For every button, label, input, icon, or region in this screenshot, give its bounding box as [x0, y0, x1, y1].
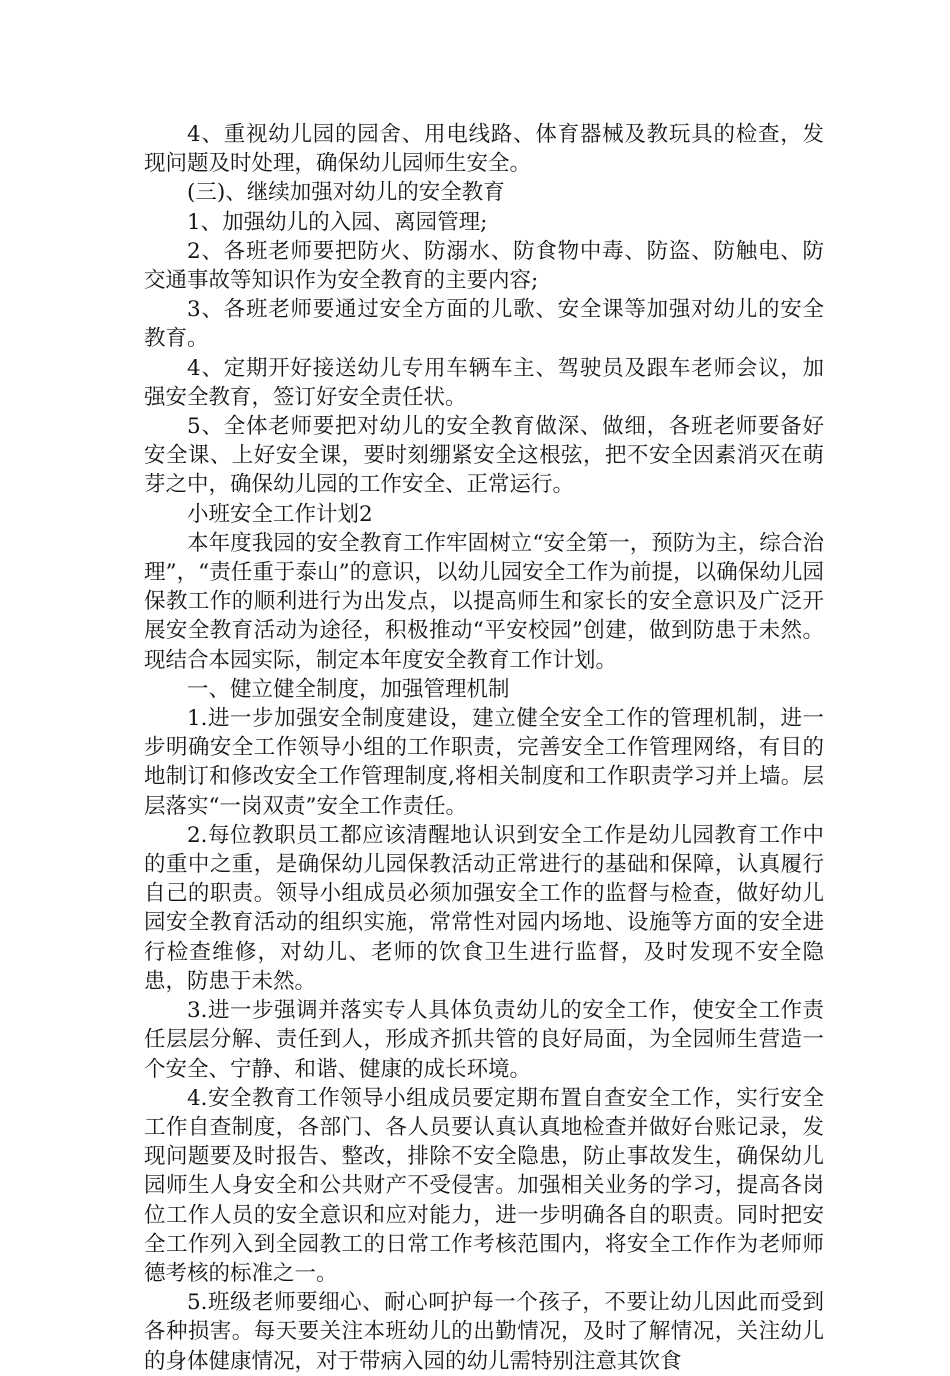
section-heading-safety-education: (三)、继续加强对幼儿的安全教育	[187, 180, 505, 206]
paragraph-vehicle-meeting: 4、定期开好接送幼儿专用车辆车主、驾驶员及跟车老师会议，加强安全教育，签订好安全责任状。	[144, 355, 824, 410]
paragraph-item-3: 3.进一步强调并落实专人具体负责幼儿的安全工作，使安全工作责任层层分解、责任到人，形成齐抓共管的良好局面，为全园师生营造一个安全、宁静、和谐、健康的成长环境。	[144, 998, 824, 1082]
paragraph-safety-topics: 2、各班老师要把防火、防溺水、防食物中毒、防盗、防触电、防交通事故等知识作为安全教育的主要内容;	[144, 238, 824, 294]
section-heading-management: 一、健立健全制度，加强管理机制	[187, 676, 510, 702]
paragraph-plan-intro: 本年度我园的安全教育工作牢固树立“安全第一，预防为主，综合治理”，“责任重于泰山”的意识，以幼儿园安全工作为前提，以确保幼儿园保教工作的顺利进行为出发点，以提高师生和家长的安全意识及广泛开展安全教育活动为途径，积极推动“平安校园”创建，做到防患于未然。现结合本园实际，制定本年度安全教育工作计划。	[144, 530, 824, 673]
document-body	[144, 120, 824, 1376]
paragraph-item-1: 1.进一步加强安全制度建设，建立健全安全工作的管理机制，进一步明确安全工作领导小组的工作职责，完善安全工作管理网络，有目的地制订和修改安全工作管理制度,将相关制度和工作职责学习并上墙。层层落实“一岗双责”安全工作责任。	[144, 706, 824, 819]
paragraph-entry-exit: 1、加强幼儿的入园、离园管理;	[187, 209, 488, 235]
plan-title: 小班安全工作计划2	[187, 501, 373, 527]
paragraph-item-2: 2.每位教职员工都应该清醒地认识到安全工作是幼儿园教育工作中的重中之重，是确保幼儿园保教活动正常进行的基础和保障，认真履行自己的职责。领导小组成员必须加强安全工作的监督与检查，做好幼儿园安全教育活动的组织实施，常常性对园内场地、设施等方面的安全进行检查维修，对幼儿、老师的饮食卫生进行监督，及时发现不安全隐患，防患于未然。	[144, 822, 824, 994]
paragraph-songs-lessons: 3、各班老师要通过安全方面的儿歌、安全课等加强对幼儿的安全教育。	[144, 297, 824, 352]
paragraph-item-4: 4.安全教育工作领导小组成员要定期布置自查安全工作，实行安全工作自查制度，各部门、各人员要认真认真地检查并做好台账记录，发现问题要及时报告、整改，排除不安全隐患，防止事故发生，确保幼儿园师生人身安全和公共财产不受侵害。加强相关业务的学习，提高各岗位工作人员的安全意识和应对能力，进一步明确各自的职责。同时把安全工作列入到全园教工的日常工作考核范围内，将安全工作作为老师师德考核的标准之一。	[144, 1085, 824, 1286]
paragraph-teacher-duty: 5、全体老师要把对幼儿的安全教育做深、做细，各班老师要备好安全课、上好安全课，要时刻绷紧安全这根弦，把不安全因素消灭在萌芽之中，确保幼儿园的工作安全、正常运行。	[144, 414, 824, 498]
paragraph-campus-inspection: 4、重视幼儿园的园舍、用电线路、体育器械及教玩具的检查，发现问题及时处理，确保幼儿园师生安全。	[144, 122, 824, 177]
paragraph-item-5: 5.班级老师要细心、耐心呵护每一个孩子，不要让幼儿因此而受到各种损害。每天要关注本班幼儿的出勤情况，及时了解情况，关注幼儿的身体健康情况，对于带病入园的幼儿需特别注意其饮食	[144, 1290, 824, 1374]
